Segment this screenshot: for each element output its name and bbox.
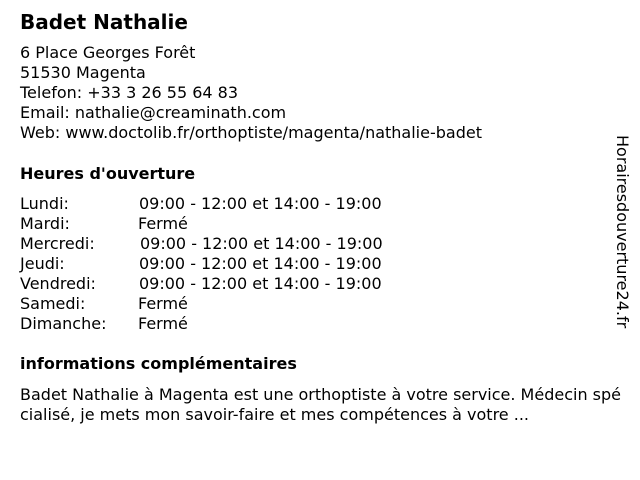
day-hours: Fermé: [138, 314, 188, 333]
site-watermark: Horairesdouverture24.fr: [613, 135, 632, 329]
day-label: Mardi:: [20, 214, 70, 233]
website-url: Web: www.doctolib.fr/orthoptiste/magenta/nathalie-badet: [20, 123, 482, 142]
day-hours: 09:00 - 12:00 et 14:00 - 19:00: [140, 234, 383, 253]
additional-info-heading: informations complémentaires: [20, 354, 297, 373]
contact-block: [20, 43, 482, 143]
day-hours: 09:00 - 12:00 et 14:00 - 19:00: [139, 274, 382, 293]
day-label: Mercredi:: [20, 234, 95, 253]
day-label: Dimanche:: [20, 314, 107, 333]
phone-number: Telefon: +33 3 26 55 64 83: [20, 83, 239, 102]
address-street: 6 Place Georges Forêt: [20, 43, 196, 62]
address-city: 51530 Magenta: [20, 63, 146, 82]
business-name: Badet Nathalie: [20, 10, 188, 34]
email-address: Email: nathalie@creaminath.com: [20, 103, 287, 122]
day-hours: Fermé: [138, 214, 188, 233]
day-label: Lundi:: [20, 194, 69, 213]
day-label: Vendredi:: [20, 274, 96, 293]
opening-hours-heading: Heures d'ouverture: [20, 164, 196, 183]
business-description: Badet Nathalie à Magenta est une orthoptiste à votre service. Médecin spécialisé, je mets mon savoir-faire et mes compétences à votre ...: [20, 385, 622, 424]
day-hours: 09:00 - 12:00 et 14:00 - 19:00: [139, 254, 382, 273]
day-label: Samedi:: [20, 294, 86, 313]
day-hours: 09:00 - 12:00 et 14:00 - 19:00: [139, 194, 382, 213]
day-hours: Fermé: [138, 294, 188, 313]
day-label: Jeudi:: [20, 254, 65, 273]
